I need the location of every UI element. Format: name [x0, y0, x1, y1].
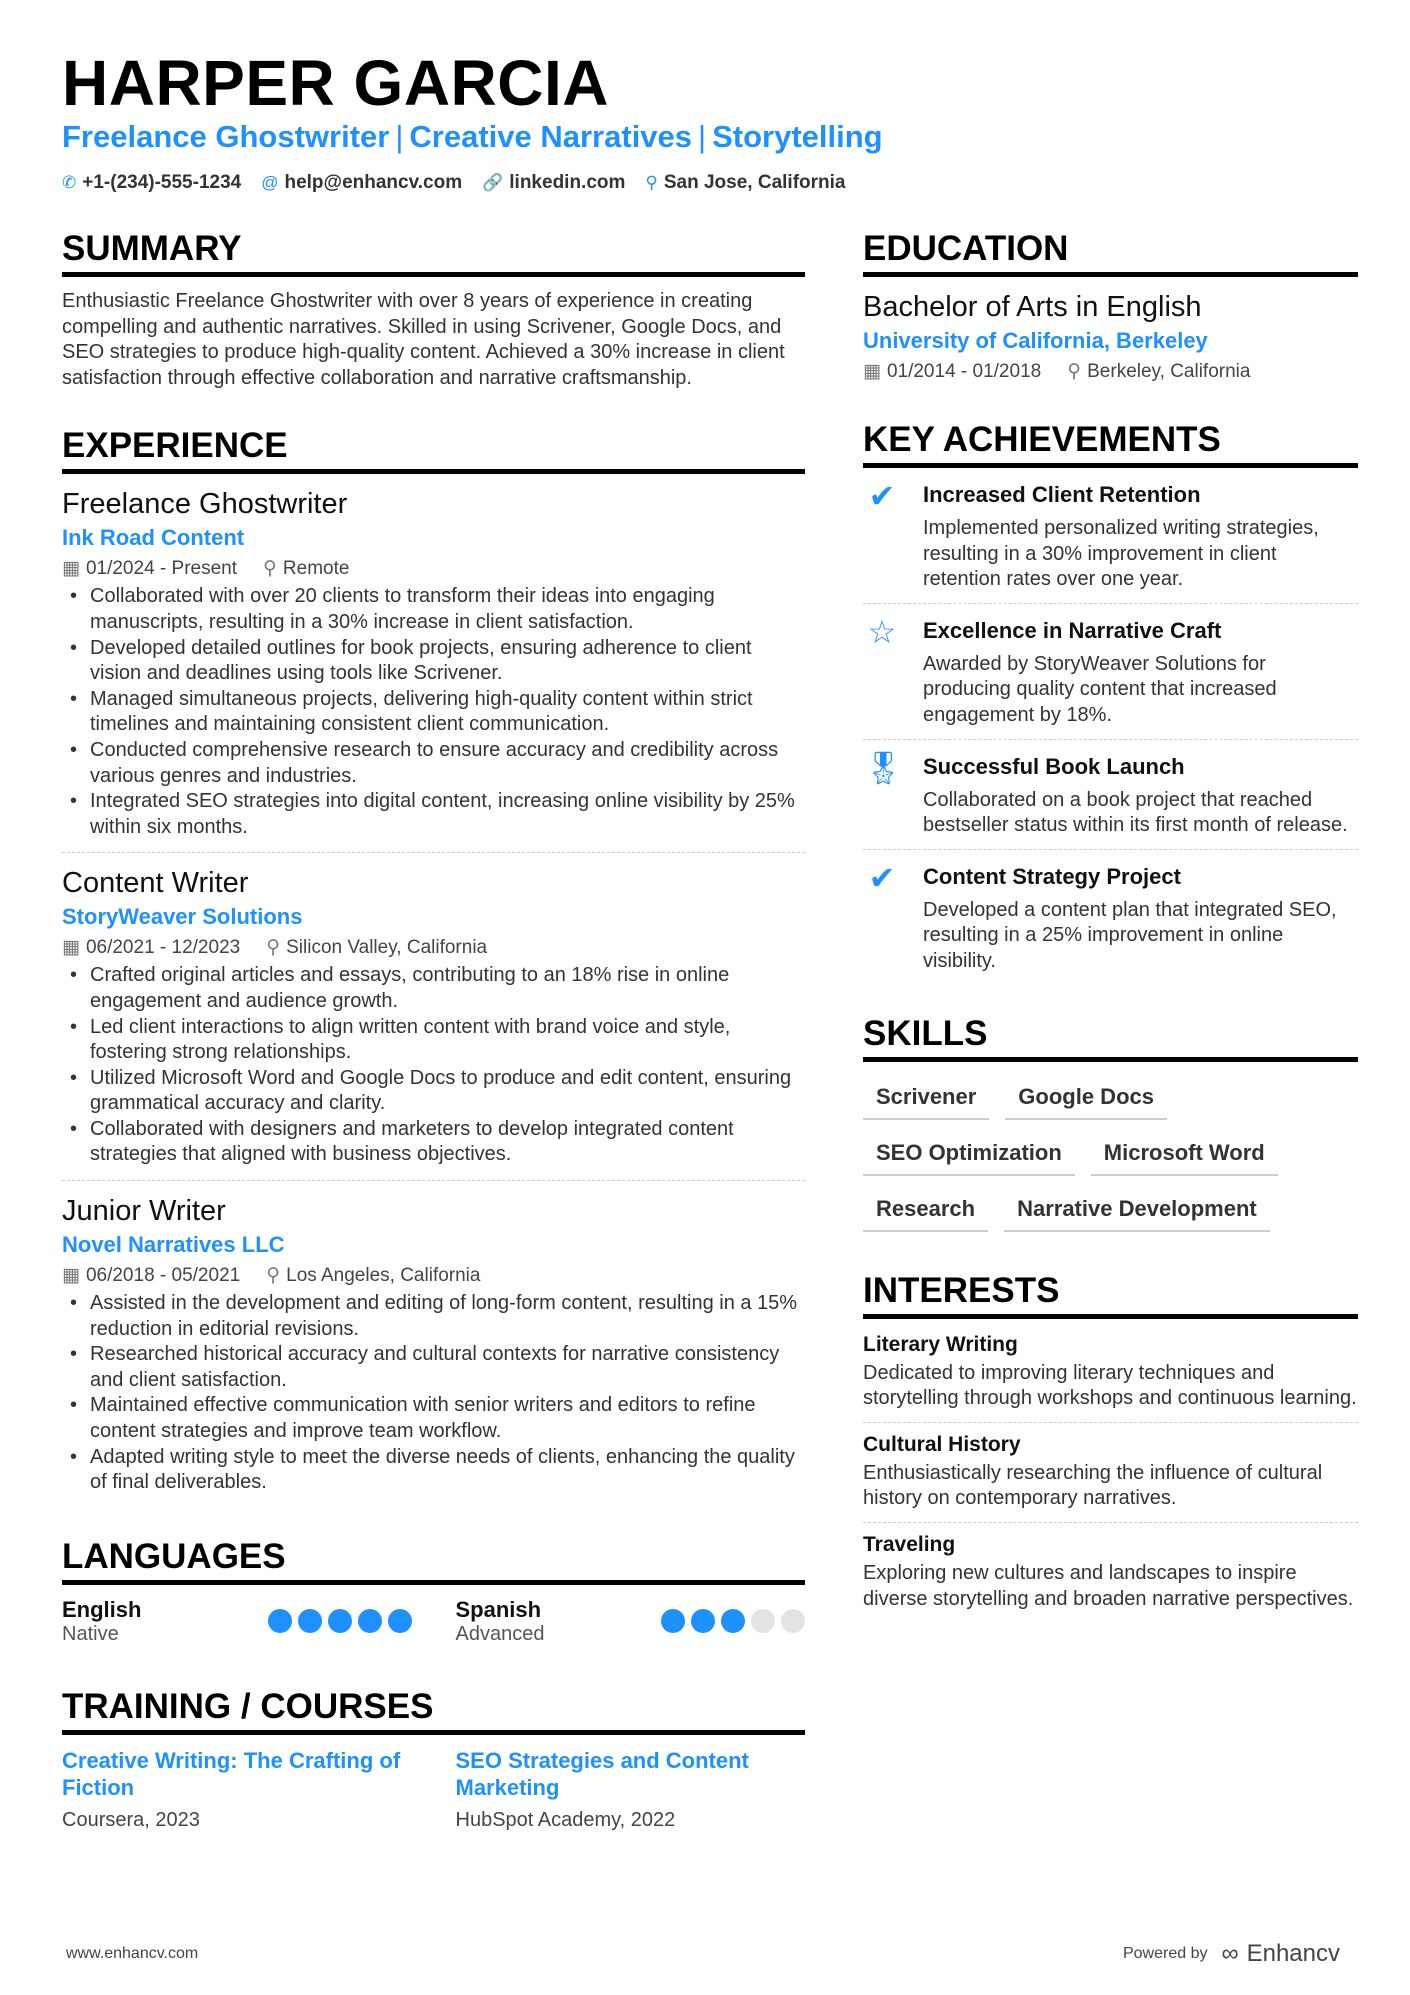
experience-section: [62, 425, 805, 1507]
contact-text: +1-(234)-555-1234: [82, 172, 242, 193]
location: Remote: [282, 558, 350, 580]
language-item: [456, 1597, 806, 1646]
checkmark-icon: ✔: [868, 859, 896, 896]
interest-item: [863, 1323, 1358, 1423]
bullet: • Researched historical accuracy and cultural contexts for narrative consistency and client satisfaction.: [62, 1342, 805, 1393]
calendar-icon: ▦: [62, 937, 80, 959]
interest-title: Traveling: [863, 1532, 956, 1556]
dates: 01/2024 - Present: [85, 558, 237, 580]
section-heading: TRAINING / COURSES: [62, 1686, 805, 1735]
location-icon: ⚲: [1067, 361, 1082, 382]
job-entry: [62, 1193, 805, 1508]
summary-section: [62, 228, 805, 391]
course-item: [456, 1747, 806, 1832]
rating-dot: [751, 1609, 775, 1633]
footer-url[interactable]: www.enhancv.com: [66, 1945, 199, 1962]
interest-text: Exploring new cultures and landscapes to inspire diverse storytelling and broaden narrative perspectives.: [863, 1561, 1354, 1610]
skill-tag: Microsoft Word: [1091, 1134, 1278, 1176]
achievement-text: Collaborated on a book project that reached bestseller status within its first month of release.: [923, 788, 1348, 837]
achievement-title: Content Strategy Project: [923, 863, 1181, 889]
powered-by: [1123, 1940, 1340, 1968]
bullet: • Collaborated with designers and marketers to develop integrated content strategies that aligned with business objectives.: [62, 1117, 805, 1168]
brand-name: Enhancv: [1246, 1940, 1340, 1967]
contact-text: San Jose, California: [663, 172, 846, 193]
powered-by-label: Powered by: [1122, 1945, 1208, 1962]
contact-text: help@enhancv.com: [284, 172, 463, 193]
school: University of California, Berkeley: [863, 328, 1208, 353]
star-icon: ☆: [867, 613, 897, 650]
language-level: Advanced: [455, 1622, 545, 1645]
job-entry: [62, 865, 805, 1181]
company: StoryWeaver Solutions: [62, 904, 303, 930]
location-icon: ⚲: [266, 1265, 281, 1287]
interest-item: [863, 1523, 1358, 1622]
separator: |: [698, 119, 707, 154]
interest-title: Cultural History: [863, 1432, 1021, 1456]
award-ribbon-icon: 🎖: [863, 749, 904, 786]
bullet: • Adapted writing style to meet the diverse needs of clients, enhancing the quality of final deliverables.: [62, 1445, 805, 1496]
skills-section: [863, 1013, 1358, 1232]
achievement-item: [863, 604, 1358, 740]
job-entry: [62, 486, 805, 853]
contact-item[interactable]: [645, 172, 845, 194]
rating-dot: [781, 1609, 805, 1633]
section-heading: SUMMARY: [62, 228, 805, 277]
achievement-item: [863, 850, 1358, 985]
interest-text: Enthusiastically researching the influence of cultural history on contemporary narratives.: [863, 1461, 1323, 1510]
bullet: • Led client interactions to align written content with brand voice and style, fostering strong relationships.: [62, 1015, 805, 1066]
education-section: [863, 228, 1358, 387]
job-meta: [62, 554, 805, 584]
section-heading: LANGUAGES: [62, 1536, 805, 1585]
language-rating: [268, 1609, 412, 1633]
job-meta: [62, 933, 805, 963]
achievement-text: Developed a content plan that integrated SEO, resulting in a 25% improvement in online visibility.: [923, 898, 1337, 972]
skill-tag: Scrivener: [863, 1078, 989, 1120]
bullet: • Utilized Microsoft Word and Google Docs to produce and edit content, ensuring grammatical accuracy and clarity.: [62, 1066, 805, 1117]
company: Novel Narratives LLC: [62, 1232, 285, 1258]
dates: 06/2018 - 05/2021: [85, 1265, 241, 1287]
section-heading: SKILLS: [863, 1013, 1358, 1062]
section-heading: KEY ACHIEVEMENTS: [863, 419, 1358, 468]
calendar-icon: ▦: [62, 558, 80, 580]
location: Silicon Valley, California: [286, 937, 488, 959]
headline-part: Storytelling: [712, 119, 883, 154]
skill-tag: Google Docs: [1005, 1078, 1167, 1120]
bullet: • Managed simultaneous projects, delivering high-quality content within strict timelines and maintaining consistent client communication.: [62, 687, 805, 738]
rating-dot: [721, 1609, 745, 1633]
language-name: Spanish: [455, 1596, 542, 1622]
contact-text: linkedin.com: [509, 172, 626, 193]
language-name: English: [62, 1596, 142, 1622]
checkmark-icon: ✔: [868, 478, 896, 514]
degree: Bachelor of Arts in English: [863, 291, 1202, 323]
company: Ink Road Content: [62, 525, 245, 551]
rating-dot: [691, 1609, 715, 1633]
achievement-item: [863, 468, 1358, 604]
rating-dot: [328, 1609, 352, 1633]
right-column: [863, 228, 1358, 1650]
location: Berkeley, California: [1087, 361, 1251, 382]
achievement-text: Awarded by StoryWeaver Solutions for producing quality content that increased engagement by 18%.: [923, 652, 1277, 726]
course-item: [62, 1747, 412, 1832]
dates: 06/2021 - 12/2023: [85, 937, 241, 959]
bullet-list: [62, 963, 805, 1168]
rating-dot: [298, 1609, 322, 1633]
location: Los Angeles, California: [286, 1265, 481, 1287]
skill-tag: SEO Optimization: [863, 1134, 1075, 1176]
enhancv-logo-icon: ∞: [1221, 1940, 1239, 1967]
enhancv-logo: [1221, 1940, 1340, 1968]
dates: 01/2014 - 01/2018: [886, 361, 1042, 382]
bullet: • Conducted comprehensive research to ensure accuracy and credibility across various genres and industries.: [62, 738, 805, 789]
course-title: Creative Writing: The Crafting of Fiction: [62, 1747, 401, 1800]
section-heading: INTERESTS: [863, 1270, 1358, 1319]
rating-dot: [388, 1609, 412, 1633]
bullet: • Developed detailed outlines for book projects, ensuring adherence to client vision and deadlines using tools like Scrivener.: [62, 636, 805, 687]
languages-section: [62, 1536, 805, 1646]
bullet: • Assisted in the development and editing of long-form content, resulting in a 15% reduction in editorial revisions.: [62, 1291, 805, 1342]
job-meta: [62, 1261, 805, 1291]
interest-item: [863, 1423, 1358, 1523]
job-title: Content Writer: [62, 867, 249, 900]
contact-item[interactable]: [62, 172, 241, 194]
interest-title: Literary Writing: [863, 1332, 1018, 1356]
contact-item[interactable]: [261, 172, 462, 194]
section-heading: EDUCATION: [863, 228, 1358, 277]
language-rating: [661, 1609, 805, 1633]
summary-text: Enthusiastic Freelance Ghostwriter with over 8 years of experience in creating compelling and authentic narratives. Skilled in using Scrivener, Google Docs, and SEO strategies to produce high-quality content. Achieved a 30% increase in client satisfaction through effective collaboration and narrative craftsmanship.: [62, 290, 785, 389]
interests-section: [863, 1270, 1358, 1623]
phone-icon: ✆: [62, 173, 77, 192]
bullet-list: [62, 1291, 805, 1496]
achievements-section: [863, 419, 1358, 985]
course-title: SEO Strategies and Content Marketing: [455, 1747, 749, 1800]
headline: [62, 119, 883, 155]
left-column: [62, 228, 805, 1860]
calendar-icon: ▦: [863, 361, 881, 382]
language-item: [62, 1597, 412, 1646]
achievement-title: Increased Client Retention: [923, 482, 1201, 507]
interest-text: Dedicated to improving literary techniques and storytelling through workshops and continuous learning.: [863, 1361, 1357, 1410]
location-icon: ⚲: [263, 558, 277, 580]
achievement-item: [863, 740, 1358, 850]
language-level: Native: [62, 1622, 119, 1645]
location-icon: ⚲: [645, 173, 658, 192]
calendar-icon: ▦: [62, 1265, 80, 1287]
rating-dot: [268, 1609, 292, 1633]
headline-part: Freelance Ghostwriter: [62, 119, 390, 154]
skill-tag: Narrative Development: [1004, 1190, 1270, 1232]
contact-item[interactable]: [482, 172, 625, 194]
bullet-list: [62, 584, 805, 840]
headline-part: Creative Narratives: [409, 119, 693, 154]
section-heading: EXPERIENCE: [62, 425, 805, 474]
location-icon: ⚲: [266, 937, 281, 959]
job-title: Junior Writer: [62, 1195, 226, 1228]
link-icon: 🔗: [482, 173, 504, 192]
job-title: Freelance Ghostwriter: [62, 488, 348, 521]
bullet: • Maintained effective communication with senior writers and editors to refine content strategies and improve team workflow.: [62, 1393, 805, 1444]
bullet: • Collaborated with over 20 clients to transform their ideas into engaging manuscripts, resulting in a 30% increase in client satisfaction.: [62, 584, 805, 635]
skill-tag: Research: [863, 1190, 988, 1232]
bullet: • Integrated SEO strategies into digital content, increasing online visibility by 25% within six months.: [62, 789, 805, 840]
at-icon: @: [261, 173, 279, 192]
contact-bar: [62, 172, 845, 194]
achievement-title: Successful Book Launch: [923, 753, 1185, 779]
achievement-text: Implemented personalized writing strategies, resulting in a 30% improvement in client retention rates over one year.: [923, 517, 1319, 591]
achievement-title: Excellence in Narrative Craft: [923, 617, 1222, 643]
rating-dot: [358, 1609, 382, 1633]
rating-dot: [661, 1609, 685, 1633]
course-source: Coursera, 2023: [62, 1808, 200, 1831]
course-source: HubSpot Academy, 2022: [455, 1808, 676, 1831]
education-meta: [863, 357, 1358, 387]
training-section: [62, 1686, 805, 1832]
separator: |: [395, 119, 404, 154]
candidate-name: HARPER GARCIA: [62, 47, 609, 119]
bullet: • Crafted original articles and essays, contributing to an 18% rise in online engagement and audience growth.: [62, 963, 805, 1014]
